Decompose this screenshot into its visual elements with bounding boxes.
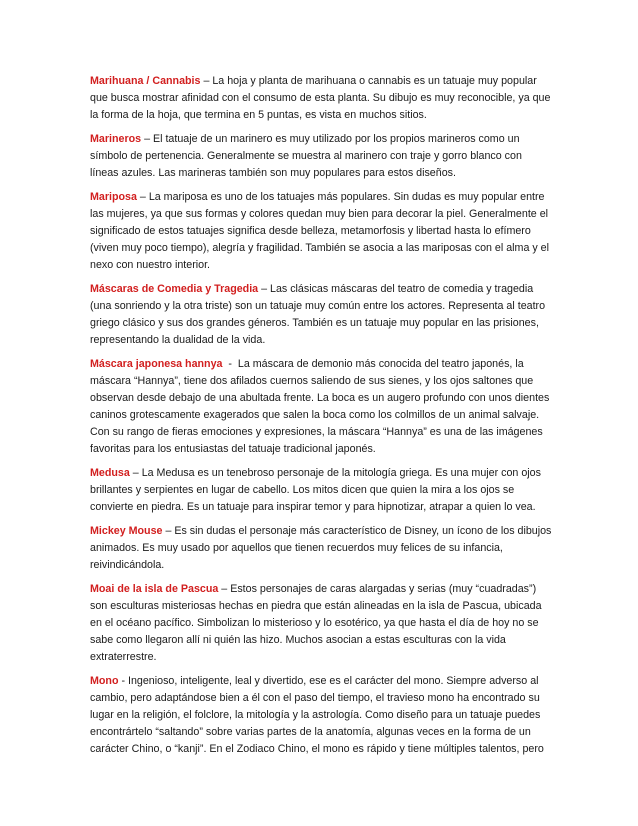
entry-medusa (90, 465, 552, 516)
entry-text: Estos personajes de caras alargadas y serias (muy “cuadradas”) son esculturas misteriosas hechas en piedra que están alineadas en la isla de Pascua, ubicada en el océano pacífico. Simbolizan lo misterioso y lo esotérico, ya que hasta el día de hoy no se sabe como llegaron allí ni quién las hizo. Muchos asocian a estas esculturas con la vida extraterrestre. (90, 583, 542, 663)
entry-separator: - (222, 358, 238, 370)
entry-text: Ingenioso, inteligente, leal y divertido, ese es el carácter del mono. Siempre adverso al cambio, pero adaptándose bien a él con el paso del tiempo, el travieso mono ha encontrado su lugar en la religión, el folclore, la mitología y la astrología. Como diseño para un tatuaje puedes encontrártelo “saltando” sobre varias partes de la anatomía, algunas veces en la forma de un carácter Chino, o “kanji”. En el Zodiaco Chino, el mono es rápido y tiene múltiples talentos, pero (90, 675, 544, 755)
entry-term: Máscaras de Comedia y Tragedia (90, 283, 259, 295)
entry-term: Moai de la isla de Pascua (90, 583, 219, 595)
entry-mariposa (90, 189, 552, 274)
entry-term: Mono (90, 675, 119, 687)
entry-separator: – (141, 133, 153, 145)
entry-moai (90, 581, 552, 666)
entry-term: Marihuana / Cannabis (90, 75, 201, 87)
entry-term: Máscara japonesa hannya (90, 358, 223, 370)
entry-text: Las clásicas máscaras del teatro de comedia y tragedia (una sonriendo y la otra triste) son un tatuaje muy común entre los actores. Representa al teatro griego clásico y sus dos grandes géneros. También es un tatuaje muy popular en las prisiones, representando la dualidad de la vida. (90, 283, 546, 346)
entry-text: La máscara de demonio más conocida del teatro japonés, la máscara “Hannya”, tiene dos afilados cuernos saliendo de sus sienes, y los ojos saltones que observan desde debajo de una abultada frente. La boca es un augero profundo con unos dientes caninos grotescamente exagerados que salen la boca como los colmillos de un animal salvaje. Con su rango de fieras emociones y expresiones, la máscara “Hannya” es una de las imágenes favoritas para los entusiastas del tatuaje tradicional japonés. (90, 358, 550, 455)
entry-mascaras-comedia-tragedia (90, 281, 552, 349)
entry-text: La Medusa es un tenebroso personaje de la mitología griega. Es una mujer con ojos brillantes y serpientes en lugar de cabello. Los mitos dicen que quien la mira a los ojos se convierte en piedra. Es un tatuaje para inspirar temor y para hipnotizar, atrapar a quien lo vea. (90, 467, 541, 513)
entry-term: Mickey Mouse (90, 525, 163, 537)
entry-separator: - (118, 675, 128, 687)
entry-separator: – (218, 583, 231, 595)
entry-text: El tatuaje de un marinero es muy utilizado por los propios marineros como un símbolo de pertenencia. Generalmente se muestra al marinero con traje y gorro blanco con líneas azules. Las marineras también son muy populares para estos diseños. (90, 133, 522, 179)
entry-mickey-mouse (90, 523, 552, 574)
entry-separator: – (200, 75, 213, 87)
entry-separator: – (129, 467, 142, 479)
entry-mono (90, 673, 552, 758)
entry-mascara-hannya (90, 356, 552, 458)
entry-separator: – (258, 283, 270, 295)
entry-text: La mariposa es uno de los tatuajes más populares. Sin dudas es muy popular entre las mujeres, ya que sus formas y colores quedan muy bien para decorar la piel. Generalmente el significado de estos tatuajes significa desde belleza, metamorfosis y libertad hasta lo efímero (viven muy poco tiempo), alegría y fragilidad. También se asocia a las mariposas con el alma y el nexo con nuestro interior. (90, 191, 549, 271)
entry-term: Marineros (90, 133, 142, 145)
entry-text: Es sin dudas el personaje más característico de Disney, un ícono de los dibujos animados. Es muy usado por aquellos que tienen recuerdos muy felices de su infancia, reivindicándola. (90, 525, 552, 571)
entry-term: Medusa (90, 467, 130, 479)
entry-term: Mariposa (90, 191, 137, 203)
entry-separator: – (136, 191, 149, 203)
entry-separator: – (162, 525, 175, 537)
document-page (90, 73, 552, 765)
entry-marineros (90, 131, 552, 182)
entry-marihuana (90, 73, 552, 124)
entry-text: La hoja y planta de marihuana o cannabis es un tatuaje muy popular que busca mostrar afinidad con el consumo de esta planta. Su dibujo es muy reconocible, ya que la forma de la hoja, que termina en 5 puntas, es vista en muchos sitios. (90, 75, 551, 121)
